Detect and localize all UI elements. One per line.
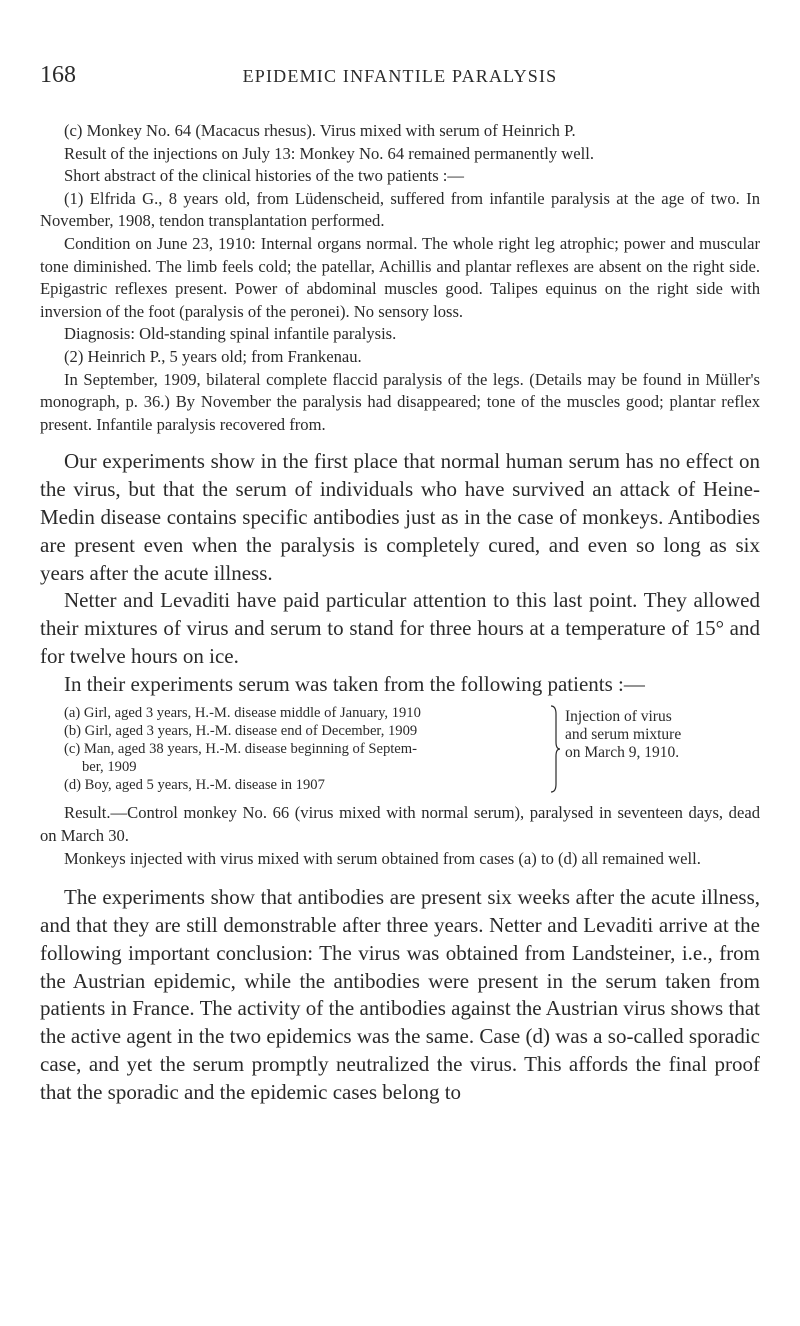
injection-note: Injection of virus and serum mixture on March 9, 1910. (565, 708, 682, 762)
case-item-continuation: ber, 1909 (82, 759, 137, 776)
paragraph: (2) Heinrich P., 5 years old; from Frankenau. (64, 346, 362, 366)
main-text-block (40, 448, 760, 698)
curly-brace (549, 704, 561, 794)
clinical-notes-block (40, 120, 760, 436)
conclusion-block (40, 884, 760, 1106)
paragraph: Diagnosis: Old-standing spinal infantile paralysis. (64, 324, 397, 344)
paragraph: Result.—Control monkey No. 66 (virus mixed with normal serum), paralysed in seventeen days, dead on March 30. (40, 803, 760, 846)
case-list (64, 704, 549, 794)
page-number: 168 (40, 62, 76, 88)
paragraph: Our experiments show in the first place that normal human serum has no effect on the virus, but that the serum of individuals who have survived an attack of Heine-Medin disease contains specific antibodies just as in the case of monkeys. Antibodies are present even when the paralysis is completely cured, and even so long as six years after the acute illness. (40, 449, 760, 585)
case-item: (d) Boy, aged 5 years, H.-M. disease in 1907 (64, 777, 325, 794)
paragraph: Result of the injections on July 13: Monkey No. 64 remained permanently well. (64, 143, 594, 163)
case-item: (b) Girl, aged 3 years, H.-M. disease end of December, 1909 (64, 723, 418, 740)
case-item: (a) Girl, aged 3 years, H.-M. disease middle of January, 1910 (64, 705, 421, 722)
paragraph: Short abstract of the clinical histories of the two patients :— (64, 166, 465, 186)
page-header (40, 62, 760, 92)
paragraph: In September, 1909, bilateral complete flaccid paralysis of the legs. (Details may be found in Müller's monograph, p. 36.) By November the paralysis had disappeared; tone of the muscles good; plantar reflex present. Infantile paralysis recovered from. (40, 369, 760, 434)
paragraph: In their experiments serum was taken from the following patients :— (64, 671, 645, 696)
paragraph: Condition on June 23, 1910: Internal organs normal. The whole right leg atrophic; power and muscular tone diminished. The limb feels cold; the patellar, Achillis and plantar reflexes are absent on the right side. Epigastric reflexes present. Power of abdominal muscles good. Talipes equinus on the right side with inversion of the foot (paralysis of the peronei). No sensory loss. (40, 233, 760, 321)
case-item: (c) Man, aged 38 years, H.-M. disease beginning of Septem- (64, 741, 417, 758)
paragraph: (1) Elfrida G., 8 years old, from Lüdenscheid, suffered from infantile paralysis at the age of two. In November, 1908, tendon transplantation performed. (40, 188, 760, 231)
paragraph: Monkeys injected with virus mixed with serum obtained from cases (a) to (d) all remained well. (64, 848, 701, 868)
paragraph: Netter and Levaditi have paid particular attention to this last point. They allowed their mixtures of virus and serum to stand for three hours at a temperature of 15° and for twelve hours on ice. (40, 588, 760, 668)
result-block (40, 802, 760, 870)
paragraph: The experiments show that antibodies are present six weeks after the acute illness, and that they are still demonstrable after three years. Netter and Levaditi arrive at the following important conclusion: The virus was obtained from Landsteiner, i.e., from the Austrian epidemic, while the antibodies were present in the serum taken from patients in France. The activity of the antibodies against the Austrian virus shows that the active agent in the two epidemics was the same. Case (d) was a so-called sporadic case, and yet the serum promptly neutralized the virus. This affords the final proof that the sporadic and the epidemic cases belong to (40, 885, 760, 1104)
running-title: EPIDEMIC INFANTILE PARALYSIS (242, 66, 558, 86)
patient-cases (64, 704, 760, 794)
paragraph: (c) Monkey No. 64 (Macacus rhesus). Virus mixed with serum of Heinrich P. (64, 121, 576, 140)
brace-glyph (549, 704, 561, 794)
